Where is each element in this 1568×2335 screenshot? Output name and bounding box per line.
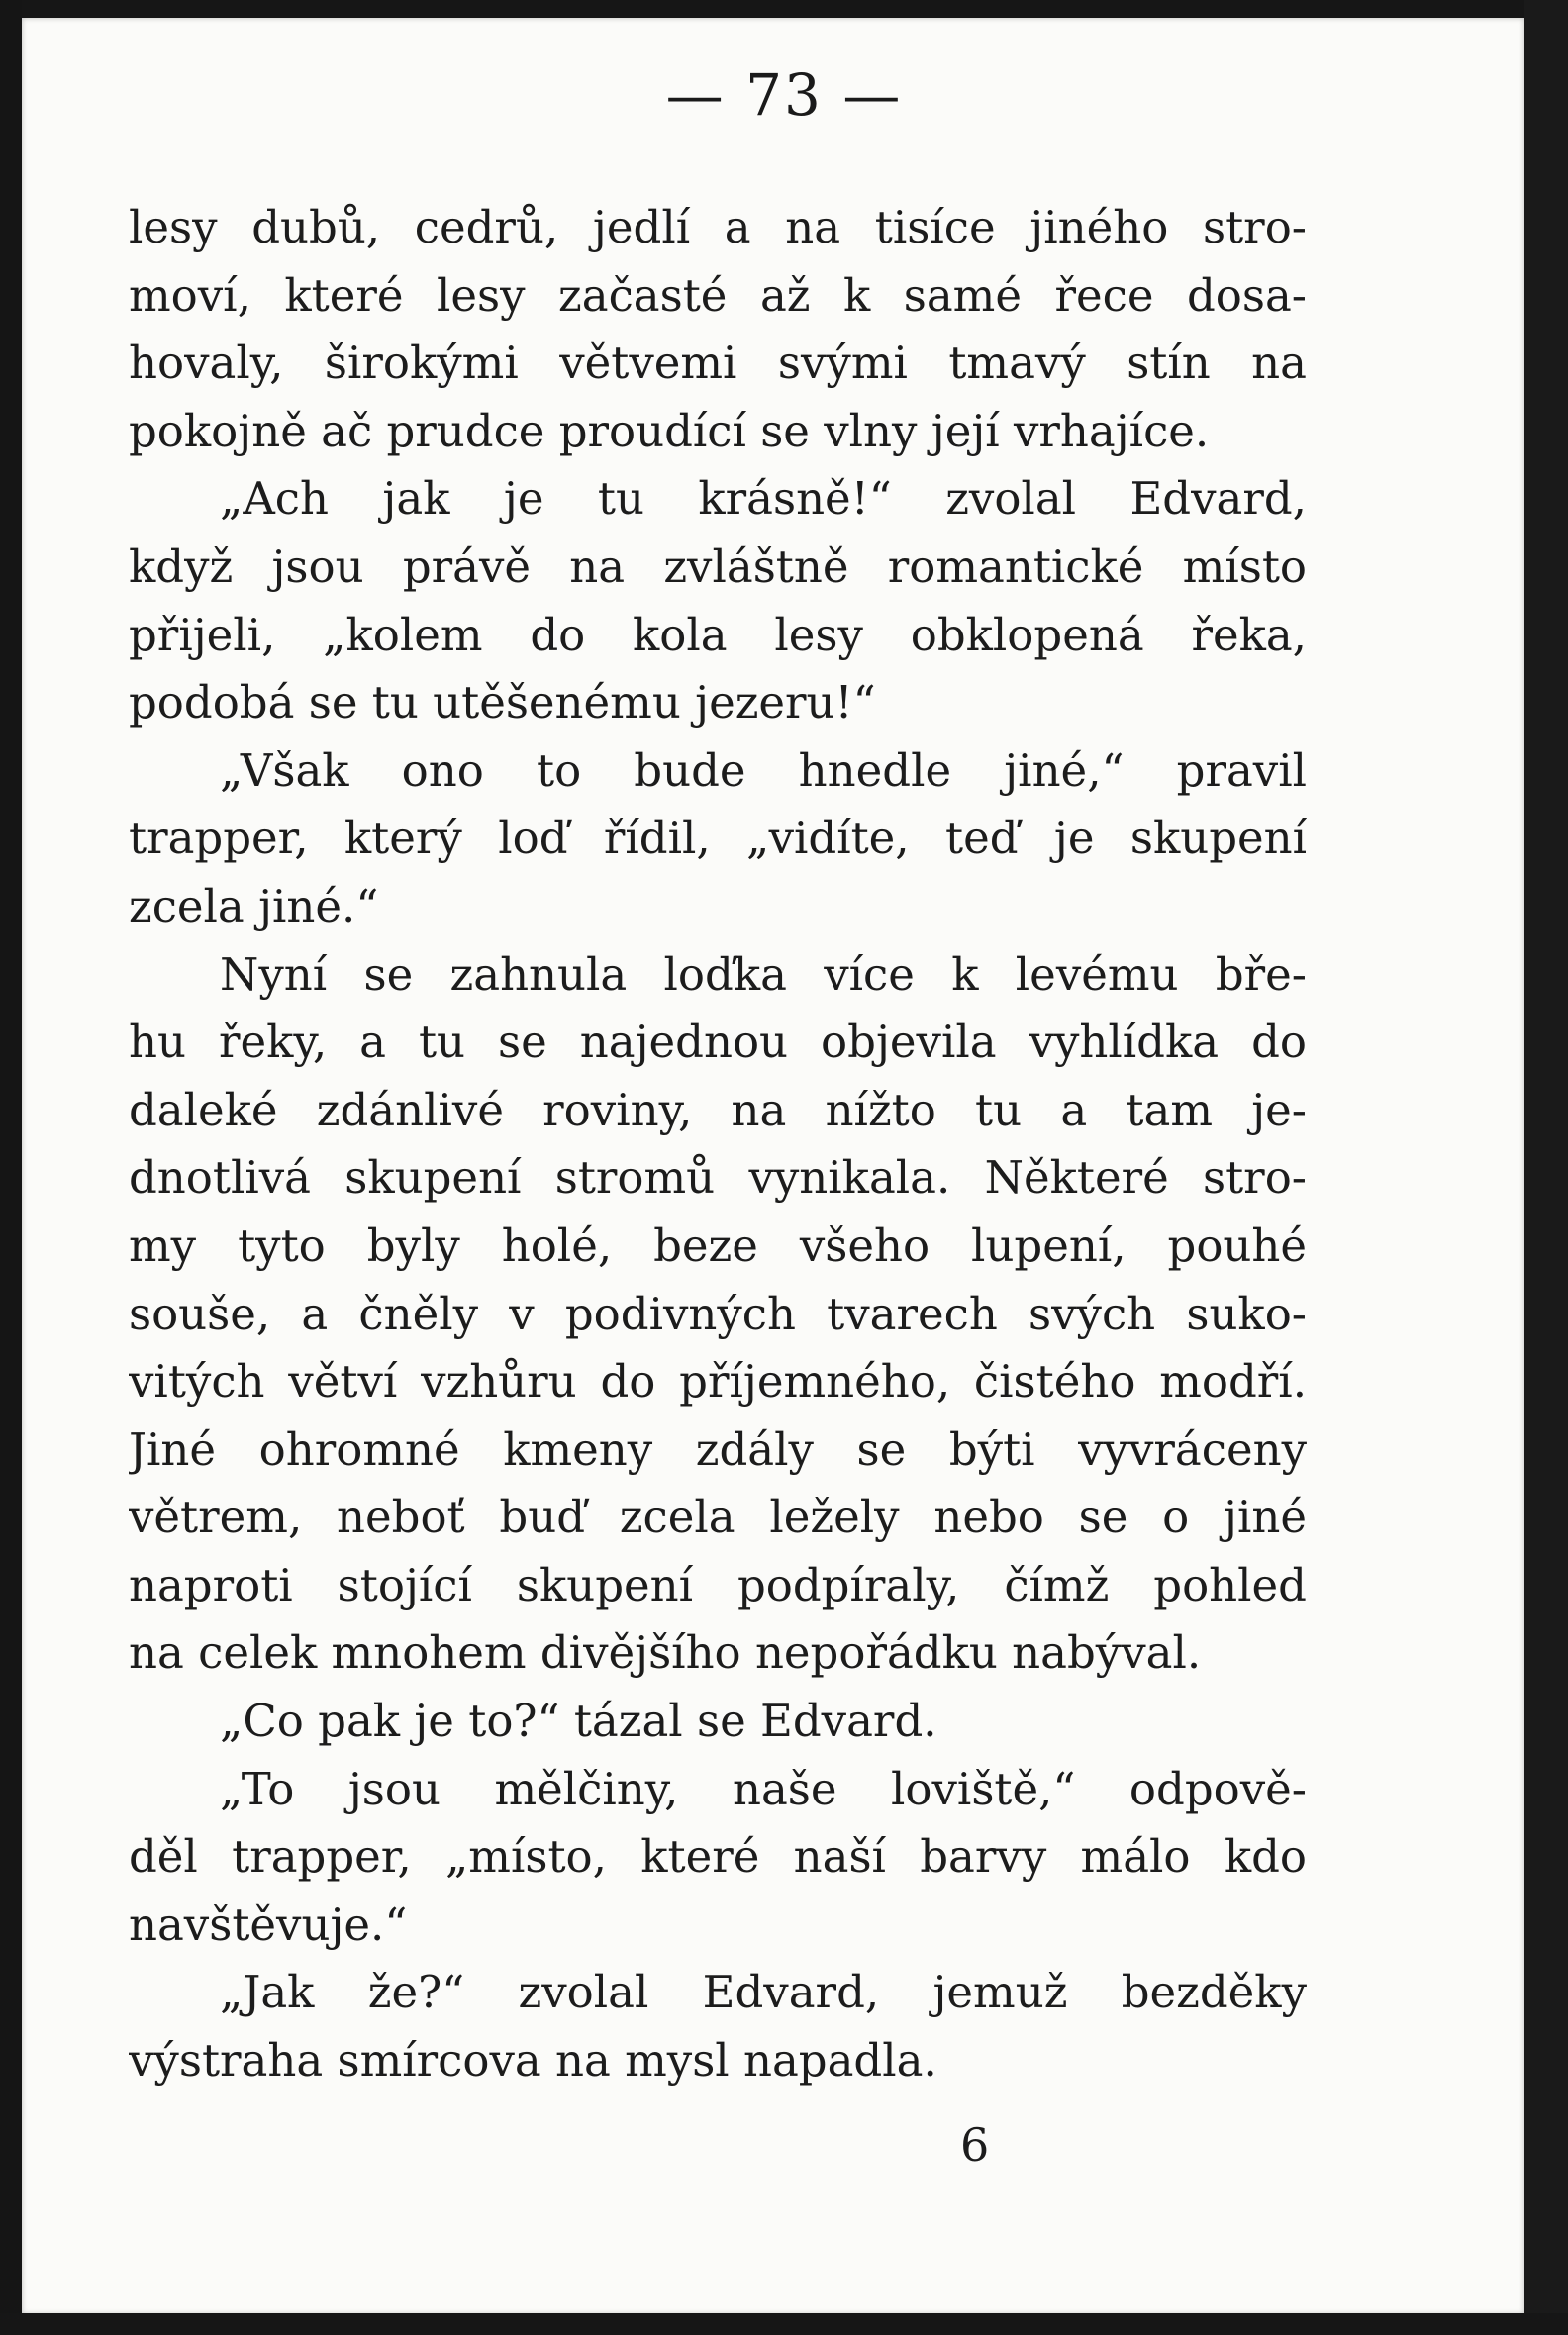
text-line: hovaly, širokými větvemi svými tmavý stín na <box>129 337 1307 390</box>
text-line: trapper, který loď řídil, „vidíte, teď je skupení <box>129 812 1307 865</box>
scan-border-bottom <box>0 2313 1568 2335</box>
text-line: „Jak že?“ zvolal Edvard, jemuž bezděky <box>220 1966 1307 2019</box>
text-line: vitých větví vzhůru do příjemného, čistého modří. <box>129 1355 1307 1409</box>
text-line: navštěvuje.“ <box>129 1897 408 1951</box>
text-line: naproti stojící skupení podpíraly, čímž pohled <box>129 1558 1307 1611</box>
text-line: moví, které lesy začasté až k samé řece dosa- <box>129 268 1307 322</box>
text-line: výstraha smírcova na mysl napadla. <box>129 2034 937 2088</box>
text-line: dnotlivá skupení stromů vynikala. Některé stro- <box>129 1151 1307 1205</box>
text-line: Nyní se zahnula loďka více k levému bře- <box>220 947 1307 1001</box>
text-line: „Však ono to bude hnedle jiné,“ pravil <box>220 743 1307 797</box>
text-line: Jiné ohromné kmeny zdály se býti vyvráceny <box>129 1422 1307 1476</box>
text-line: daleké zdánlivé roviny, na nížto tu a tam je- <box>129 1083 1307 1136</box>
scan-border-top <box>0 0 1568 18</box>
text-line: my tyto byly holé, beze všeho lupení, pouhé <box>129 1218 1307 1272</box>
text-line: „To jsou mělčiny, naše loviště,“ odpově- <box>220 1762 1307 1815</box>
text-line: zcela jiné.“ <box>129 879 379 932</box>
body-text <box>129 194 1307 2095</box>
text-line: když jsou právě na zvláštně romantické místo <box>129 539 1307 593</box>
page-number: — 73 — <box>665 61 903 129</box>
book-spine-edge <box>0 0 22 2335</box>
text-line: souše, a čněly v podivných tvarech svých suko- <box>129 1287 1307 1340</box>
text-line: podobá se tu utěšenému jezeru!“ <box>129 676 876 730</box>
text-line: hu řeky, a tu se najednou objevila vyhlídka do <box>129 1016 1307 1069</box>
text-line: přijeli, „kolem do kola lesy obklopená řeka, <box>129 608 1307 661</box>
text-line: pokojně ač prudce proudící se vlny její vrhajíce. <box>129 404 1210 457</box>
scan-border-right <box>1524 0 1568 2335</box>
signature-mark: 6 <box>960 2118 990 2172</box>
text-line: „Ach jak je tu krásně!“ zvolal Edvard, <box>220 472 1307 526</box>
text-line: lesy dubů, cedrů, jedlí a na tisíce jiného stro- <box>129 201 1307 253</box>
text-line: větrem, neboť buď zcela ležely nebo se o jiné <box>129 1491 1307 1544</box>
text-line: „Co pak je to?“ tázal se Edvard. <box>220 1695 937 1748</box>
text-line: děl trapper, „místo, které naší barvy málo kdo <box>129 1830 1307 1884</box>
text-line: na celek mnohem divějšího nepořádku nabýval. <box>129 1626 1202 1680</box>
